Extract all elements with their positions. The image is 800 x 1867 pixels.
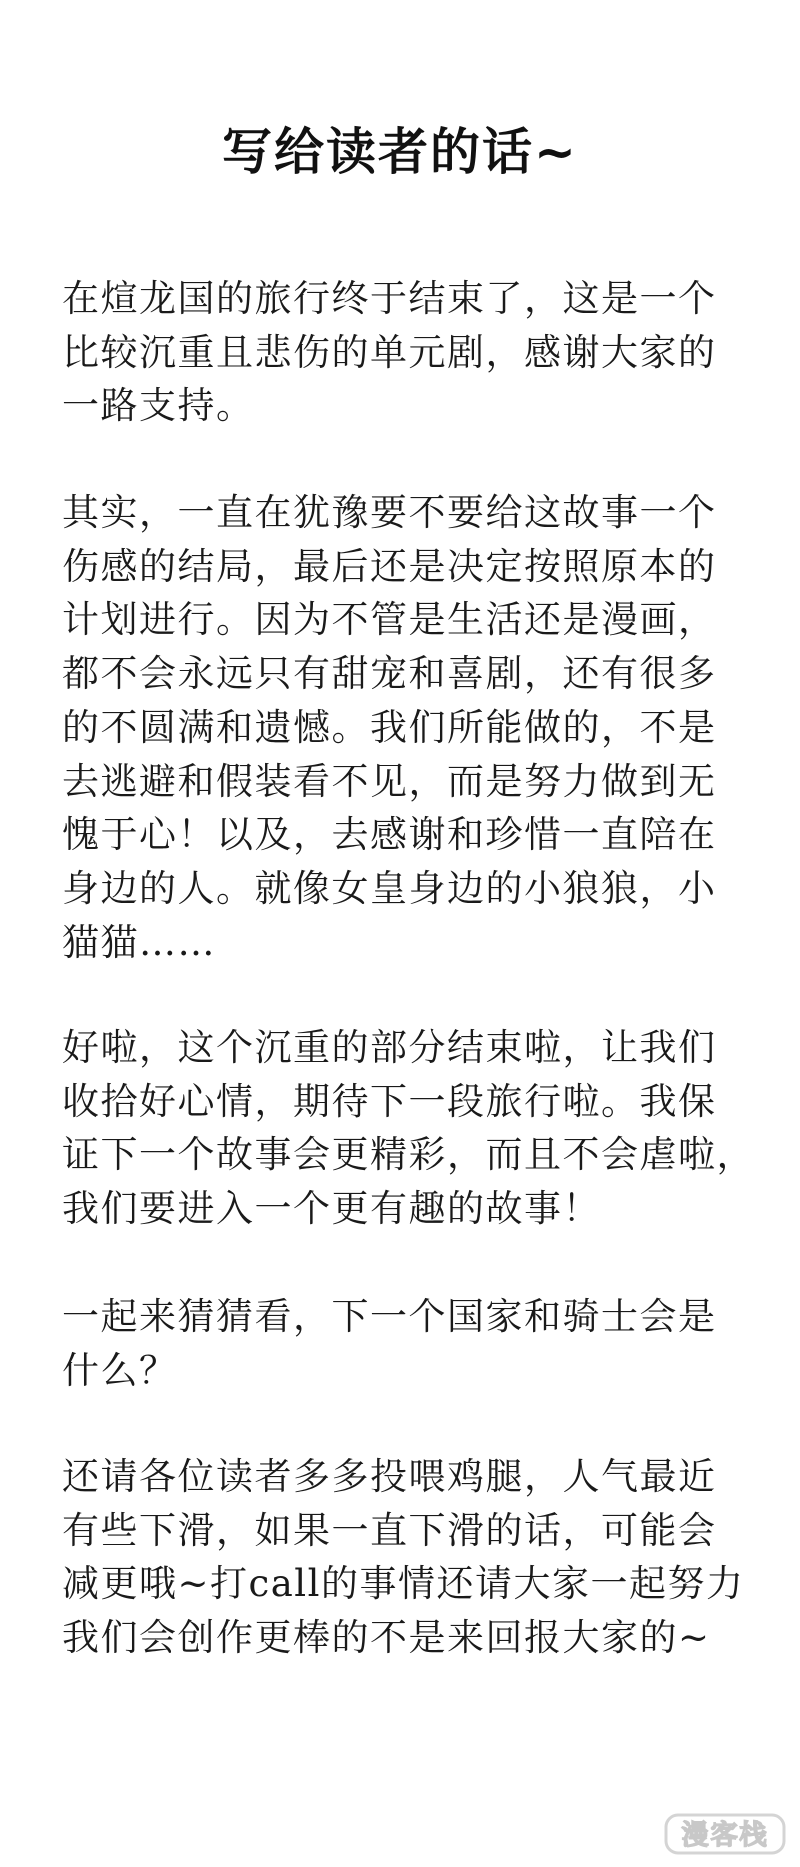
paragraph-line: 好啦，这个沉重的部分结束啦，让我们 — [62, 1026, 717, 1069]
watermark-text: 漫客栈 — [681, 1820, 769, 1851]
paragraph-line: 还请各位读者多多投喂鸡腿，人气最近 — [62, 1455, 717, 1498]
paragraph-2 — [62, 486, 748, 969]
paragraph-line: 我们会创作更棒的不是来回报大家的~ — [62, 1616, 711, 1660]
paragraph-line: 的不圆满和遗憾。我们所能做的，不是 — [62, 705, 717, 749]
site-logo-icon — [664, 1811, 786, 1857]
paragraph-4 — [62, 1290, 748, 1397]
paragraph-line: 一路支持。 — [62, 384, 255, 428]
paragraph-line: 一起来猜猜看，下一个国家和骑士会是 — [62, 1295, 717, 1338]
paragraph-line: 伤感的结局，最后还是决定按照原本的 — [62, 544, 717, 588]
paragraph-line: 猫猫…… — [62, 920, 216, 964]
paragraph-line: 都不会永远只有甜宠和喜剧，还有很多 — [62, 652, 717, 696]
paragraph-line: 收拾好心情，期待下一段旅行啦。我保 — [62, 1079, 717, 1123]
paragraph-line: 比较沉重且悲伤的单元剧，感谢大家的 — [62, 330, 717, 374]
paragraph-line: 身边的人。就像女皇身边的小狼狼，小 — [62, 866, 717, 910]
paragraph-line: 有些下滑，如果一直下滑的话，可能会 — [62, 1508, 717, 1552]
paragraph-line: 证下一个故事会更精彩，而且不会虐啦， — [62, 1133, 755, 1177]
paragraph-5 — [62, 1450, 748, 1665]
paragraph-line: 什么？ — [62, 1348, 178, 1392]
paragraph-line: 愧于心！以及，去感谢和珍惜一直陪在 — [62, 813, 717, 857]
paragraph-line: 计划进行。因为不管是生活还是漫画， — [62, 598, 717, 642]
paragraph-line: 去逃避和假装看不见，而是努力做到无 — [62, 759, 717, 803]
paragraph-line: 其实，一直在犹豫要不要给这故事一个 — [62, 491, 717, 534]
page-title: 写给读者的话~ — [222, 123, 578, 181]
paragraph-line: 减更哦~打call的事情还请大家一起努力 — [62, 1562, 745, 1606]
paragraph-line: 我们要进入一个更有趣的故事！ — [62, 1187, 601, 1231]
paragraph-1 — [62, 272, 748, 433]
paragraph-line: 在煊龙国的旅行终于结束了，这是一个 — [62, 277, 717, 320]
paragraph-3 — [62, 1021, 755, 1236]
